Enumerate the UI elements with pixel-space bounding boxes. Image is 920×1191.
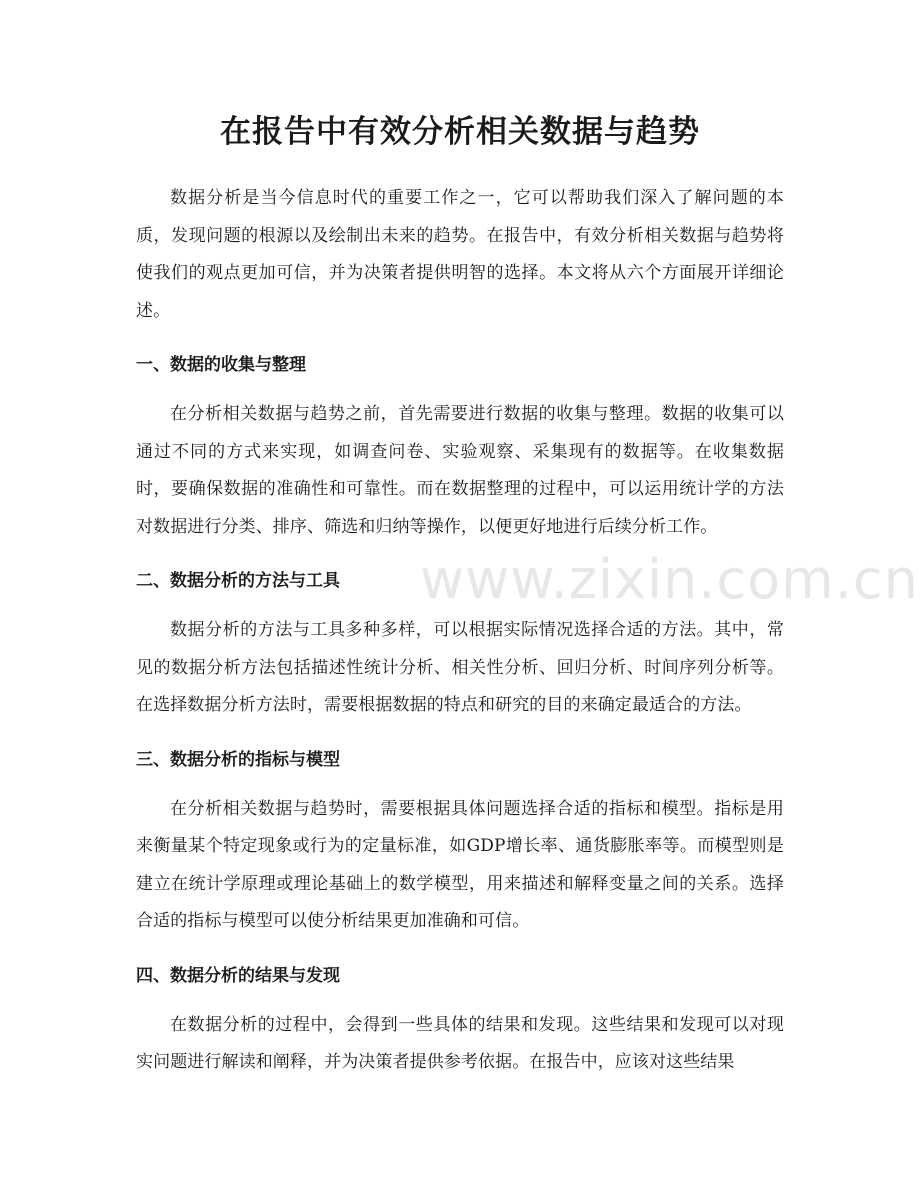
section-body-1: 在分析相关数据与趋势之前，首先需要进行数据的收集与整理。数据的收集可以通过不同的方式来实现，如调查问卷、实验观察、采集现有的数据等。在收集数据时，要确保数据的准确性和可靠性。而在数据整理的过程中，可以运用统计学的方法对数据进行分类、排序、筛选和归纳等操作，以便更好地进行后续分析工作。 [136, 404, 784, 537]
section-heading-3: 三、数据分析的指标与模型 [136, 749, 340, 770]
watermark-text: www.zixin.com.cn [420, 548, 919, 611]
intro-paragraph: 数据分析是当今信息时代的重要工作之一，它可以帮助我们深入了解问题的本质，发现问题的根源以及绘制出未来的趋势。在报告中，有效分析相关数据与趋势将使我们的观点更加可信，并为决策者提供明智的选择。本文将从六个方面展开详细论述。 [136, 188, 784, 321]
section-body-4: 在数据分析的过程中，会得到一些具体的结果和发现。这些结果和发现可以对现实问题进行解读和阐释，并为决策者提供参考依据。在报告中，应该对这些结果 [136, 1014, 784, 1072]
section-heading-1: 一、数据的收集与整理 [136, 355, 306, 375]
document-body [136, 180, 784, 1104]
page-title: 在报告中有效分析相关数据与趋势 [220, 114, 700, 150]
section-heading-4: 四、数据分析的结果与发现 [136, 965, 340, 986]
section-heading-2: 二、数据分析的方法与工具 [136, 571, 340, 591]
section-body-3: 在分析相关数据与趋势时，需要根据具体问题选择合适的指标和模型。指标是用来衡量某个特定现象或行为的定量标准，如GDP增长率、通货膨胀率等。而模型则是建立在统计学原理或理论基础上的数学模型，用来描述和解释变量之间的关系。选择合适的指标与模型可以使分析结果更加准确和可信。 [136, 798, 784, 931]
section-body-2: 数据分析的方法与工具多种多样，可以根据实际情况选择合适的方法。其中，常见的数据分析方法包括描述性统计分析、相关性分析、回归分析、时间序列分析等。在选择数据分析方法时，需要根据数据的特点和研究的目的来确定最适合的方法。 [136, 620, 784, 715]
